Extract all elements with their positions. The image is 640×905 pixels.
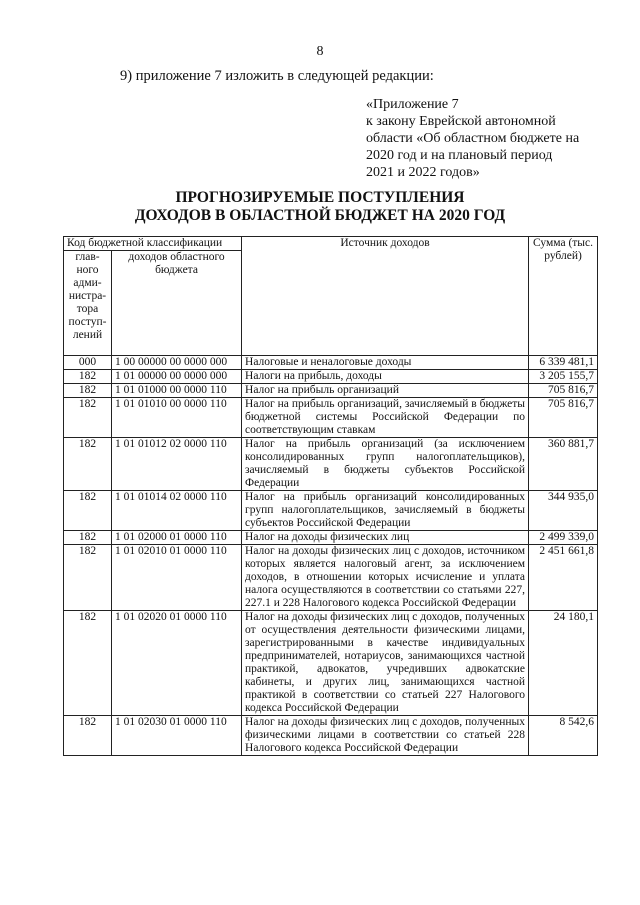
table-row [64, 545, 598, 611]
page-number: 8 [316, 44, 324, 59]
code-column-header: доходов областного бюджета [112, 251, 242, 356]
table-row [64, 716, 598, 756]
sum-column-header: Сумма (тыс. рублей) [529, 237, 598, 356]
admin-column-header: глав-ного адми-нистра-тора поступ-лений [64, 251, 112, 356]
table-row [64, 491, 598, 531]
revenue-source-cell: Налог на доходы физических лиц с доходов, полученных от осуществления деятельности физическими лицами, зарегистрированными в качестве индивидуальных предпринимателей, нотариусов, занимающихся частной практикой, адвокатов, учредивших адвокатские кабинеты, и других лиц, занимающихся частной практикой в соответствии со статьей 227 Налогового кодекса Российской Федерации [242, 611, 529, 716]
amount-cell: 344 935,0 [529, 491, 598, 531]
budget-code-cell: 1 01 02030 01 0000 110 [112, 716, 242, 756]
appendix-line: «Приложение 7 [366, 97, 459, 112]
amount-cell: 3 205 155,7 [529, 370, 598, 384]
budget-code-cell: 1 01 01010 00 0000 110 [112, 398, 242, 438]
table-row [64, 531, 598, 545]
table-body [64, 356, 598, 756]
budget-code-cell: 1 01 01014 02 0000 110 [112, 491, 242, 531]
amount-cell: 705 816,7 [529, 398, 598, 438]
table-row [64, 384, 598, 398]
document-title [0, 189, 640, 225]
amount-cell: 2 451 661,8 [529, 545, 598, 611]
revenue-source-cell: Налог на прибыль организаций [242, 384, 529, 398]
table-row [64, 438, 598, 491]
revenue-source-cell: Налог на прибыль организаций (за исключением консолидированных групп налогоплательщиков), зачисляемый в бюджеты субъектов Российской Федерации [242, 438, 529, 491]
revenue-source-cell: Налог на прибыль организаций, зачисляемый в бюджеты бюджетной системы Российской Федерации по соответствующим ставкам [242, 398, 529, 438]
revenue-source-cell: Налог на доходы физических лиц с доходов, полученных физическими лицами в соответствии со статьей 228 Налогового кодекса Российской Федерации [242, 716, 529, 756]
revenue-table [63, 236, 598, 756]
appendix-line: к закону Еврейской автономной [366, 114, 556, 129]
revenue-source-cell: Налог на доходы физических лиц с доходов, источником которых является налоговый агент, за исключением доходов, в отношении которых исчисление и уплата налога осуществляются в соответствии со статьями 227, 227.1 и 228 Налогового кодекса Российской Федерации [242, 545, 529, 611]
amount-cell: 24 180,1 [529, 611, 598, 716]
budget-code-cell: 1 01 02000 01 0000 110 [112, 531, 242, 545]
title-line-1: ПРОГНОЗИРУЕМЫЕ ПОСТУПЛЕНИЯ [175, 189, 465, 206]
amount-cell: 705 816,7 [529, 384, 598, 398]
admin-code-cell: 182 [64, 545, 112, 611]
admin-code-cell: 182 [64, 438, 112, 491]
revenue-source-cell: Налог на прибыль организаций консолидированных групп налогоплательщиков, зачисляемый в бюджеты субъектов Российской Федерации [242, 491, 529, 531]
title-line-2: ДОХОДОВ В ОБЛАСТНОЙ БЮДЖЕТ НА 2020 ГОД [134, 207, 506, 224]
budget-code-cell: 1 01 00000 00 0000 000 [112, 370, 242, 384]
appendix-line: 2021 и 2022 годов» [366, 165, 480, 180]
amount-cell: 360 881,7 [529, 438, 598, 491]
budget-code-cell: 1 01 01012 02 0000 110 [112, 438, 242, 491]
table-row [64, 611, 598, 716]
classification-group-header: Код бюджетной классификации [64, 237, 242, 251]
admin-code-cell: 182 [64, 384, 112, 398]
amount-cell: 2 499 339,0 [529, 531, 598, 545]
admin-code-cell: 182 [64, 531, 112, 545]
intro-paragraph: 9) приложение 7 изложить в следующей редакции: [120, 68, 434, 84]
admin-code-cell: 000 [64, 356, 112, 370]
revenue-source-cell: Налог на доходы физических лиц [242, 531, 529, 545]
source-column-header: Источник доходов [242, 237, 529, 356]
admin-code-cell: 182 [64, 716, 112, 756]
table-row [64, 370, 598, 384]
table-row [64, 356, 598, 370]
admin-code-cell: 182 [64, 491, 112, 531]
budget-code-cell: 1 01 02020 01 0000 110 [112, 611, 242, 716]
appendix-line: области «Об областном бюджете на [366, 131, 580, 146]
budget-code-cell: 1 01 01000 00 0000 110 [112, 384, 242, 398]
amount-cell: 6 339 481,1 [529, 356, 598, 370]
appendix-line: 2020 год и на плановый период [366, 148, 553, 163]
revenue-source-cell: Налоги на прибыль, доходы [242, 370, 529, 384]
revenue-source-cell: Налоговые и неналоговые доходы [242, 356, 529, 370]
amount-cell: 8 542,6 [529, 716, 598, 756]
admin-code-cell: 182 [64, 398, 112, 438]
table-row [64, 398, 598, 438]
budget-code-cell: 1 01 02010 01 0000 110 [112, 545, 242, 611]
admin-code-cell: 182 [64, 370, 112, 384]
admin-code-cell: 182 [64, 611, 112, 716]
appendix-reference [366, 96, 596, 181]
budget-code-cell: 1 00 00000 00 0000 000 [112, 356, 242, 370]
